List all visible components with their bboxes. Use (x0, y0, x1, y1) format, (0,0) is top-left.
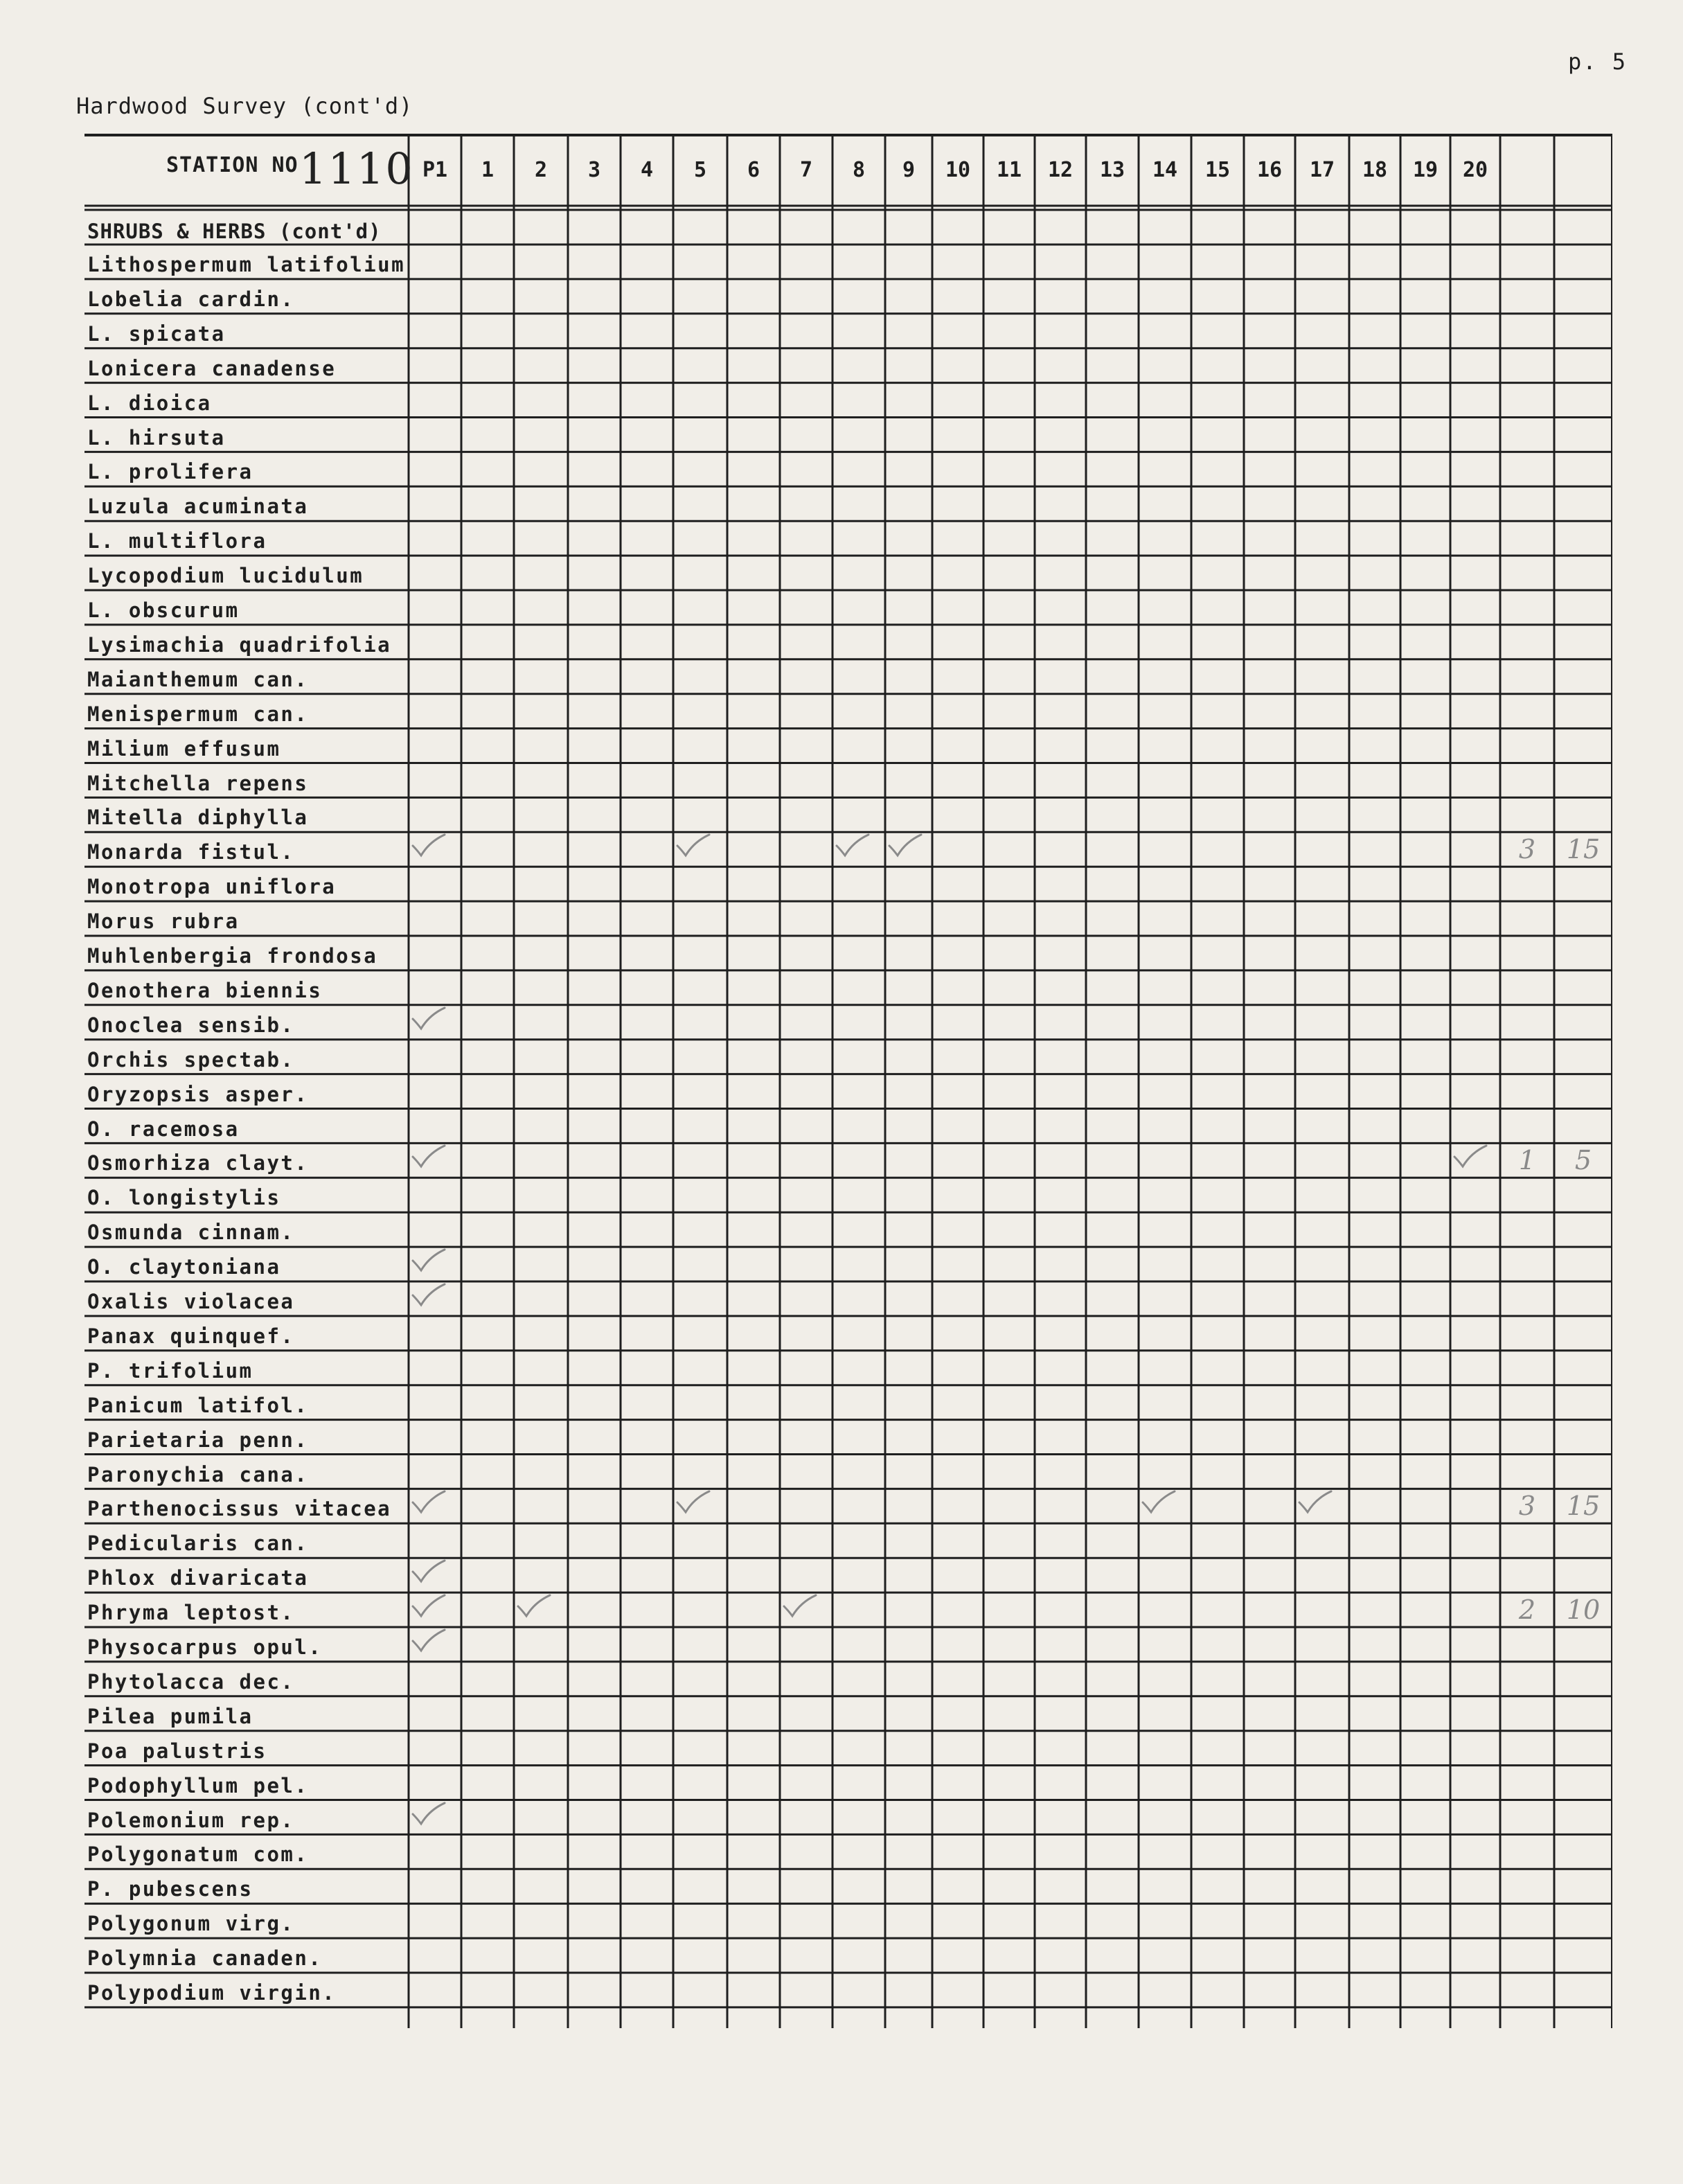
check-mark-icon (409, 1005, 461, 1040)
species-name: O. longistylis (87, 1186, 281, 1210)
species-name: Osmorhiza clayt. (87, 1151, 309, 1175)
station-count: 3 (1518, 1491, 1536, 1522)
species-name: Parthenocissus vitacea (87, 1497, 392, 1521)
frequency-score: 15 (1566, 1491, 1601, 1522)
species-name: Podophyllum pel. (87, 1773, 309, 1797)
species-name: Mitella diphylla (87, 806, 309, 830)
species-name: Lithospermum latifolium (87, 253, 406, 276)
species-name: Parietaria penn. (87, 1428, 309, 1452)
check-mark-icon (409, 1800, 461, 1835)
column-header: 2 (534, 157, 548, 182)
check-mark-icon (780, 1592, 832, 1627)
column-header (1554, 134, 1612, 206)
species-name: Paronychia cana. (87, 1462, 309, 1486)
column-header: 19 (1412, 157, 1439, 182)
species-name: Polymnia canaden. (87, 1946, 323, 1971)
species-name: O. racemosa (87, 1117, 240, 1141)
check-mark-icon (409, 1143, 461, 1178)
species-name: O. claytoniana (87, 1255, 281, 1279)
species-name: Lonicera canadense (87, 356, 337, 380)
species-name: Phlox divaricata (87, 1566, 309, 1590)
species-name: Oenothera biennis (87, 978, 323, 1002)
column-header (1500, 134, 1554, 206)
column-header: 11 (996, 157, 1022, 182)
column-header: 18 (1362, 157, 1388, 182)
species-name: Polygonum virg. (87, 1912, 295, 1936)
check-mark-icon (673, 832, 727, 867)
column-header: 14 (1152, 157, 1178, 182)
column-header: 12 (1047, 157, 1074, 182)
species-name: Milium effusum (87, 736, 281, 761)
species-name: Poa palustris (87, 1739, 267, 1763)
species-name: Oxalis violacea (87, 1290, 295, 1313)
column-header: 10 (945, 157, 971, 182)
column-header: 7 (799, 157, 813, 182)
species-name: Polypodium virgin. (87, 1981, 337, 2005)
check-mark-icon (409, 1489, 461, 1523)
species-name: P. trifolium (87, 1358, 253, 1383)
check-mark-icon (409, 1558, 461, 1592)
check-mark-icon (514, 1592, 568, 1627)
column-header: 17 (1309, 157, 1335, 182)
species-name: L. dioica (87, 391, 212, 415)
species-name: Pedicularis can. (87, 1532, 309, 1556)
station-label: STATION NO (166, 153, 299, 177)
check-mark-icon (409, 1627, 461, 1662)
species-name: Osmunda cinnam. (87, 1220, 295, 1245)
species-name: Panax quinquef. (87, 1324, 295, 1348)
station-count: 3 (1518, 834, 1536, 865)
species-name: Menispermum can. (87, 702, 309, 726)
species-name: L. spicata (87, 321, 226, 346)
species-name: Lobelia cardin. (87, 287, 295, 311)
species-name: Lysimachia quadrifolia (87, 632, 392, 657)
check-mark-icon (1450, 1143, 1500, 1178)
column-header: 8 (852, 157, 866, 182)
species-name: Lycopodium lucidulum (87, 564, 364, 588)
species-name: Phytolacca dec. (87, 1669, 295, 1694)
column-header: 1 (481, 157, 495, 182)
species-name: Pilea pumila (87, 1704, 253, 1728)
frequency-score: 5 (1574, 1145, 1592, 1176)
species-name: P. pubescens (87, 1877, 253, 1901)
species-name: L. prolifera (87, 460, 253, 484)
species-name: Physocarpus opul. (87, 1635, 323, 1659)
section-heading: SHRUBS & HERBS (cont'd) (87, 220, 382, 243)
station-count: 2 (1518, 1595, 1536, 1626)
frequency-score: 10 (1566, 1595, 1601, 1626)
check-mark-icon (409, 1281, 461, 1316)
species-name: Monotropa uniflora (87, 875, 337, 899)
column-header: 5 (693, 157, 707, 182)
check-mark-icon (409, 1247, 461, 1281)
column-header: 13 (1099, 157, 1125, 182)
column-header: 6 (747, 157, 760, 182)
species-name: Polygonatum com. (87, 1843, 309, 1867)
check-mark-icon (885, 832, 932, 867)
frequency-score: 15 (1566, 834, 1601, 865)
species-name: Morus rubra (87, 909, 240, 934)
check-mark-icon (409, 1592, 461, 1627)
check-mark-icon (673, 1489, 727, 1523)
column-header: 3 (587, 157, 601, 182)
column-header: 20 (1462, 157, 1488, 182)
check-mark-icon (1295, 1489, 1349, 1523)
column-header: 4 (640, 157, 654, 182)
species-name: L. hirsuta (87, 425, 226, 450)
species-name: Muhlenbergia frondosa (87, 944, 378, 968)
species-name: Oryzopsis asper. (87, 1082, 309, 1106)
check-mark-icon (832, 832, 885, 867)
column-header: 15 (1204, 157, 1231, 182)
species-name: Onoclea sensib. (87, 1013, 295, 1037)
species-name: Polemonium rep. (87, 1808, 295, 1832)
species-name: Monarda fistul. (87, 840, 295, 864)
station-number: 1110 (299, 143, 414, 194)
species-name: Panicum latifol. (87, 1393, 309, 1417)
species-name: L. multiflora (87, 529, 267, 553)
page-number: p. 5 (1568, 48, 1628, 75)
column-header: 9 (902, 157, 916, 182)
species-name: Phryma leptost. (87, 1601, 295, 1625)
species-name: Maianthemum can. (87, 667, 309, 691)
species-name: Orchis spectab. (87, 1047, 295, 1072)
station-count: 1 (1518, 1145, 1536, 1176)
column-header: 16 (1256, 157, 1283, 182)
page-title: Hardwood Survey (cont'd) (76, 93, 413, 119)
species-name: L. obscurum (87, 598, 240, 622)
check-mark-icon (1139, 1489, 1191, 1523)
species-name: Luzula acuminata (87, 495, 309, 519)
survey-table (84, 134, 1612, 2028)
check-mark-icon (409, 832, 461, 867)
species-name: Mitchella repens (87, 771, 309, 795)
column-header: P1 (422, 157, 448, 182)
